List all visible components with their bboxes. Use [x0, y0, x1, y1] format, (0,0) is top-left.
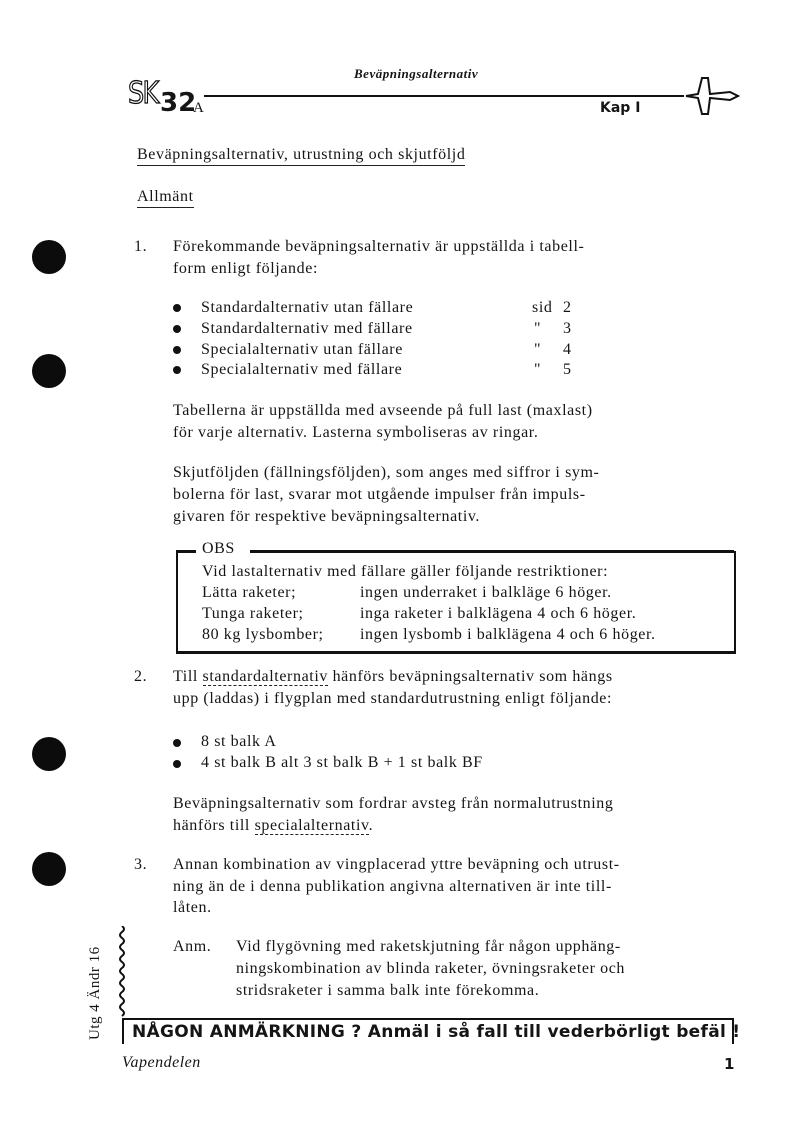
- section-subtitle: Allmänt: [137, 188, 194, 208]
- note-line: stridsraketer i samma balk inte förekomma.: [236, 982, 540, 999]
- chapter-text: Kap I: [600, 100, 641, 116]
- paragraph-line: Tabellerna är uppställda med avseende på full last (maxlast): [173, 402, 593, 419]
- section-heading: Beväpningsalternativ: [354, 66, 479, 81]
- paragraph-line: form enligt följande:: [173, 260, 319, 277]
- obs-row-label: Tunga raketer;: [202, 605, 304, 622]
- text-run: hänförs till: [173, 817, 255, 834]
- page-number: 5: [563, 361, 572, 378]
- bullet: [173, 366, 181, 374]
- model-number: 32: [160, 88, 197, 118]
- revision-label: [87, 930, 107, 1040]
- obs-row-label: Lätta raketer;: [202, 584, 297, 601]
- paragraph-line: bolerna för last, svarar mot utgående impulser från impuls-: [173, 486, 586, 503]
- banner-text: NÅGON ANMÄRKNING ? Anmäl i så fall till vederbörligt befäl !: [132, 1022, 741, 1042]
- footer-title: Vapendelen: [122, 1054, 201, 1071]
- obs-row-text: inga raketer i balklägena 4 och 6 höger.: [360, 605, 637, 622]
- obs-row-text: ingen lysbomb i balklägena 4 och 6 höger.: [360, 626, 656, 643]
- obs-top-rule-right: [250, 550, 734, 553]
- bullet: [173, 325, 181, 333]
- model-variant: A: [193, 100, 204, 116]
- note-line: ningskombination av blinda raketer, övningsraketer och: [236, 960, 625, 977]
- text-run: hänförs beväpningsalternativ som hängs: [327, 668, 613, 685]
- punch-hole: [32, 354, 66, 388]
- paragraph-line: ning än de i denna publikation angivna alternativen är inte till-: [173, 878, 612, 895]
- page-number: 2: [563, 299, 572, 316]
- term-standardalternativ: standardalternativ: [202, 668, 328, 685]
- punch-hole: [32, 240, 66, 274]
- sk-logo: SK: [128, 76, 158, 111]
- list-item: Standardalternativ utan fällare: [201, 299, 414, 316]
- list-item: 8 st balk A: [201, 733, 277, 750]
- term-specialalternativ: specialalternativ: [254, 817, 369, 834]
- page-ref: ": [534, 361, 542, 378]
- list-item: Specialalternativ utan fällare: [201, 341, 403, 358]
- punch-hole: [32, 852, 66, 886]
- paragraph-line: Skjutföljden (fällningsföljden), som anges med siffror i sym-: [173, 464, 600, 481]
- list-item: Specialalternativ med fällare: [201, 361, 403, 378]
- bullet: [173, 346, 181, 354]
- item-number: 3.: [134, 856, 148, 873]
- bullet: [173, 304, 181, 312]
- chapter-label: [600, 100, 640, 117]
- remark-banner: [122, 1018, 741, 1044]
- punch-hole: [32, 737, 66, 771]
- note-label: Anm.: [173, 938, 212, 955]
- paragraph-line: Beväpningsalternativ som fordrar avsteg från normalutrustning: [173, 795, 614, 812]
- obs-intro: Vid lastalternativ med fällare gäller följande restriktioner:: [202, 563, 609, 580]
- aircraft-icon: [684, 74, 740, 118]
- obs-row-label: 80 kg lysbomber;: [202, 626, 324, 643]
- obs-box: [176, 540, 736, 654]
- page-ref: sid: [532, 299, 553, 316]
- page-number: 4: [563, 341, 572, 358]
- paragraph-line: [173, 668, 613, 686]
- text-run: Till: [173, 668, 203, 685]
- revision-bar: [116, 926, 130, 1018]
- item-number: 1.: [134, 238, 148, 255]
- item-number: 2.: [134, 668, 148, 685]
- bullet: [173, 739, 181, 747]
- header-rule: [204, 95, 684, 97]
- page-title: Beväpningsalternativ, utrustning och skjutföljd: [137, 146, 465, 166]
- paragraph-line: upp (laddas) i flygplan med standardutrustning enligt följande:: [173, 690, 613, 707]
- obs-label: OBS: [202, 540, 235, 557]
- paragraph-line: givaren för respektive beväpningsalternativ.: [173, 508, 481, 525]
- document-header: [0, 0, 800, 130]
- page-number: 3: [563, 320, 572, 337]
- obs-top-rule-left: [176, 550, 196, 553]
- paragraph-line: Förekommande beväpningsalternativ är uppställda i tabell-: [173, 238, 585, 255]
- paragraph-line: Annan kombination av vingplacerad yttre beväpning och utrust-: [173, 856, 620, 873]
- bullet: [173, 760, 181, 768]
- list-item: Standardalternativ med fällare: [201, 320, 413, 337]
- page-ref: ": [534, 320, 542, 337]
- note-line: Vid flygövning med raketskjutning får någon upphäng-: [236, 938, 621, 955]
- paragraph-line: låten.: [173, 899, 212, 916]
- page-number-footer: 1: [724, 1055, 735, 1073]
- revision-text: Utg 4 Ändr 16: [87, 946, 103, 1040]
- text-run: .: [368, 817, 374, 834]
- list-item: 4 st balk B alt 3 st balk B + 1 st balk BF: [201, 754, 483, 771]
- page-ref: ": [534, 341, 542, 358]
- obs-row-text: ingen underraket i balkläge 6 höger.: [360, 584, 612, 601]
- paragraph-line: för varje alternativ. Lasterna symboliseras av ringar.: [173, 424, 539, 441]
- paragraph-line: [173, 817, 373, 835]
